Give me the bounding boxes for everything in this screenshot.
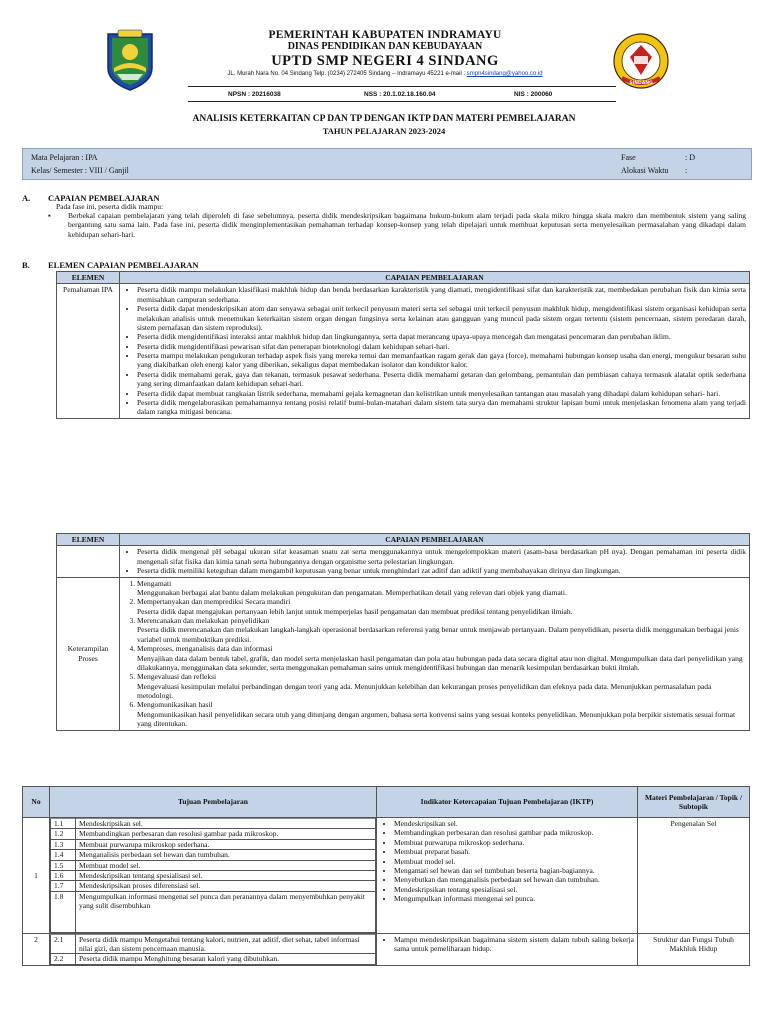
section-b-title: ELEMEN CAPAIAN PEMBELAJARAN — [48, 260, 199, 270]
class-semester-label: Kelas/ Semester : VIII / Ganjil — [31, 166, 129, 175]
column-header-iktp: Indikator Ketercapaian Tujuan Pembelajaran (IKTP) — [377, 787, 638, 818]
cp-list-2a — [123, 547, 746, 575]
list-item: • Peserta didik mampu melakukan klasifikasi makhluk hidup dan benda berdasarkan karakteristik yang diamati, mengidentifikasi sifat dan karakteristik zat, membedakan perubahan fisik dan kimia serta memisahkan campuran sederhana. — [137, 285, 746, 304]
header-rule — [188, 86, 616, 87]
cp-table-2 — [56, 533, 750, 731]
list-item — [137, 644, 746, 672]
column-header-elemen: ELEMEN — [57, 534, 120, 546]
iktp-cell — [377, 818, 638, 934]
iktp-cell — [377, 933, 638, 965]
skill-title: Memproses, menganalisis data dan informasi — [137, 644, 273, 654]
tp-number: 2.1 — [51, 934, 76, 954]
phase-label: Fase — [621, 153, 636, 162]
tp-text: Peserta didik mampu Menghitung besaran kalori yang dibutuhkan. — [76, 954, 376, 964]
list-item: • Mendeskripsikan sel. — [394, 819, 634, 828]
list-item — [137, 597, 746, 616]
tp-number: 1.6 — [51, 870, 76, 880]
government-name: PEMERINTAH KABUPATEN INDRAMAYU — [268, 29, 502, 41]
tp-text: Mendeskripsikan proses diferensiasi sel. — [76, 881, 376, 891]
nss: NSS : 20.1.02.18.160.04 — [364, 91, 436, 98]
skill-title: Mengomunikasikan hasil — [137, 700, 213, 710]
list-item — [137, 700, 746, 728]
skill-title: Mempertanyakan dan memprediksi Secara mandiri — [137, 597, 291, 607]
section-b-heading — [22, 260, 199, 271]
list-item: • Peserta didik dapat membuat rangkaian listrik sederhana, memahami gejala kemagnetan dan kelistrikan untuk menyelesaikan tantangan atau masalah yang dihadapi dalam kehidupan sehari- hari. — [137, 389, 746, 398]
list-item: • Peserta didik mengenal pH sebagai ukuran sifat keasaman suatu zat serta menggunakannya untuk mengelompokkan materi (asam-basa berdasarkan pH nya). Dengan pemahaman ini peserta didik mengenali sifat fisika dan kimia tanah serta hubungannya dengan organisme serta pelestarian lingkungan. — [137, 547, 746, 566]
process-skill-list — [123, 579, 746, 729]
list-item: • Membandingkan perbesaran dan resolusi gambar pada mikroskop. — [394, 828, 634, 837]
section-a-title: CAPAIAN PEMBELAJARAN — [48, 193, 160, 203]
elemen-cell-empty — [57, 546, 120, 577]
skill-description: Menggunakan berbagai alat bantu dalam melakukan pengukuran dan pengamatan. Memperhatikan detail yang relevan dari objek yang diamati. — [137, 587, 567, 597]
section-b-letter: B. — [22, 260, 30, 270]
tp-cell — [50, 933, 377, 965]
time-allocation-label: Alokasi Waktu — [621, 166, 669, 175]
tp-number: 1.7 — [51, 881, 76, 891]
school-logo — [612, 30, 670, 92]
column-header-materi: Materi Pembelajaran / Topik / Subtopik — [638, 787, 750, 818]
list-item: • Mengumpulkan informasi mengenai sel punca. — [394, 894, 634, 903]
tp-text: Peserta didik mampu Mengetahui tentang kalori, nutrien, zat aditif, diet sehat, tabel informasi nilai gizi, dan sistem pencernaan manusia. — [76, 934, 376, 954]
cp-list-1 — [123, 285, 746, 416]
square-bullet-icon: ▪ — [48, 211, 51, 220]
column-header-cp: CAPAIAN PEMBELAJARAN — [120, 272, 750, 284]
skill-description: Menyajikan data dalam bentuk tabel, grafik, dan model serta menjelaskan hasil pengamatan dan pola atau hubungan pada data secara digital atau non digital. Mengumpulkan data dari penyelidikan yang dilakukannya, menggunakan data sekunder, serta menggunakan pemahaman sains untuk mengidentifikasi hubungan dan menarik kesimpulan berdasarkan bukti ilmiah. — [137, 653, 743, 672]
department-name: DINAS PENDIDIKAN DAN KEBUDAYAAN — [287, 41, 483, 52]
letterhead — [0, 20, 768, 108]
column-header-elemen: ELEMEN — [57, 272, 120, 284]
materi-cell: Pengenalan Sel — [638, 818, 750, 934]
subject-info-box — [22, 148, 752, 180]
tp-text: Membuat purwarupa mikroskop sederhana. — [76, 839, 376, 849]
list-item: • Peserta didik memahami gerak, gaya dan tekanan, termasuk pesawat sederhana. Peserta didik memahami getaran dan gelombang, pemantulan dan pembiasan cahaya termasuk alatalat optik sederhana yang sering dimanfaatkan dalam kehidupan sehari-hari. — [137, 370, 746, 389]
tp-subtable — [50, 818, 376, 933]
nis: NIS : 200060 — [514, 91, 553, 98]
list-item — [137, 616, 746, 644]
row-number: 1 — [23, 818, 50, 934]
address-text: JL. Murah Nara No. 04 Sindang Telp. (0234) 272405 Sindang – Indramayu 45221 e-mail : — [227, 71, 467, 77]
tp-number: 1.8 — [51, 891, 76, 932]
table-row — [23, 933, 750, 965]
tp-number: 1.5 — [51, 860, 76, 870]
npsn: NPSN : 20216038 — [228, 91, 281, 98]
header-rule-bottom — [188, 101, 616, 102]
tp-text: Membandingkan perbesaran dan resolusi gambar pada mikroskop. — [76, 829, 376, 839]
list-item: • Peserta didik mengelaborasikan pemahamannya tentang posisi relatif bumi-bulan-matahari dalam sistem tata surya dan memahami struktur lapisan bumi untuk menjelaskan fenomena alam yang terjadi dalam rangka mitigasi bencana. — [137, 398, 746, 417]
list-item: • Mengamati sel hewan dan sel tumbuhan beserta bagian-bagiannya. — [394, 866, 634, 875]
list-item: • Peserta didik memiliki keteguhan dalam mengambil keputusan yang benar untuk menghindari zat aditif dan adiktif yang membahayakan dirinya dan lingkungan. — [137, 566, 746, 575]
time-allocation-value: : — [685, 166, 688, 175]
school-name: UPTD SMP NEGERI 4 SINDANG — [271, 53, 499, 69]
skill-description: Mengevaluasi kesimpulan melalui perbandingan dengan teori yang ada. Menunjukkan kelebihan dan kekurangan proses penyelidikan dan efeknya pada data. Menunjukkan permasalahan pada metodologi. — [137, 681, 712, 700]
skill-description: Mengomunikasikan hasil penyelidikan secara utuh yang ditunjang dengan argumen, bahasa serta konvensi sains yang sesuai konteks penyelidikan. Menunjukkan pola berpikir sistematis sesuai format yang ditentukan. — [137, 709, 736, 729]
materi-cell: Struktur dan Fungsi Tubuh Makhluk Hidup — [638, 933, 750, 965]
tp-text: Mendeskripsikan tentang spesialisasi sel. — [76, 870, 376, 880]
list-item: • Peserta didik mengidentifikasi interaksi antar makhluk hidup dan lingkungannya, serta dapat merancang upaya-upaya mencegah dan mengatasi pencemaran dan perubahan iklim. — [137, 332, 746, 341]
list-item: • Mampu mendeskripsikan bagaimana sistem sistem dalam tubuh saling bekerja sama untuk pemeliharaan hidup. — [394, 935, 634, 954]
list-item: • Menyebutkan dan menganalisis perbedaan sel hewan dan tumbuhan. — [394, 875, 634, 884]
tp-iktp-table — [22, 786, 750, 966]
tp-cell — [50, 818, 377, 934]
list-item: • Peserta didik mengidentifikasi pewarisan sifat dan penerapan bioteknologi dalam kehidupan sehari-hari. — [137, 342, 746, 351]
row-number: 2 — [23, 933, 50, 965]
iktp-list — [380, 819, 634, 903]
section-a-heading — [22, 193, 160, 204]
column-header-cp: CAPAIAN PEMBELAJARAN — [120, 534, 750, 546]
tp-number: 1.4 — [51, 850, 76, 860]
school-logo-text: SINDANG — [629, 81, 653, 86]
cp-cell — [120, 577, 750, 730]
list-item: • Membuat preparat basah. — [394, 847, 634, 856]
section-a-bullet — [48, 211, 746, 239]
iktp-list — [380, 935, 634, 954]
column-header-no: No — [23, 787, 50, 818]
table-row — [23, 818, 750, 934]
document-title: ANALISIS KETERKAITAN CP DAN TP DENGAN IKTP DAN MATERI PEMBELAJARAN — [192, 114, 576, 124]
skill-title: Merencanakan dan melakukan penyelidikan — [137, 616, 270, 625]
tp-number: 1.1 — [51, 819, 76, 829]
elemen-cell: Pemahaman IPA — [57, 284, 120, 418]
section-a-letter: A. — [22, 193, 31, 203]
tp-number: 2.2 — [51, 954, 76, 964]
tp-number: 1.3 — [51, 839, 76, 849]
skill-title: Mengamati — [137, 578, 172, 588]
list-item: • Membuat purwarupa mikroskop sederhana. — [394, 838, 634, 847]
elemen-cell: Keterampilan Proses — [57, 577, 120, 730]
list-item: • Peserta didik dapat mendeskripsikan atom dan senyawa sebagai unit terkecil penyusun materi serta sel sebagai unit terkecil penyusun makhluk hidup, mengidentifikasi sistem organisasi kehidupan serta melakukan analisis untuk menemukan keterkaitan sistem organ dengan fungsinya serta kelainan atau gangguan yang muncul pada sistem organ tertentu (sistem pencernaan, sistem peredaran darah, sistem pernafasan dan sistem reproduksi). — [137, 304, 746, 332]
phase-value: : D — [685, 153, 695, 162]
cp-cell — [120, 284, 750, 418]
section-a-bullet-text: Berbekal capaian pembelajaran yang telah diperoleh di fase sebelumnya, peserta didik mendeskripsikan bagaimana hukum-hukum alam terjadi pada skala mikro hingga skala makro dan membentuk sistem yang saling bergantung satu sama lain. Pada fase ini, peserta didik menginplementasikan pemahaman terhadap konsep-konsep yang telah dipelajari untuk membuat keputusan serta menyelesaikan permasalahan yang dikadapi dalam kehidupan sehari-hari. — [68, 211, 746, 239]
column-header-tp: Tujuan Pembelajaran — [50, 787, 377, 818]
school-address — [170, 71, 600, 79]
section-a-intro: Pada fase ini, peserta didik mampu: — [56, 202, 164, 211]
list-item — [137, 579, 746, 598]
tp-number: 1.2 — [51, 829, 76, 839]
email-link[interactable]: smpn4sindang@yahoo.co.id — [466, 71, 543, 77]
kabupaten-indramayu-logo — [104, 28, 156, 92]
skill-description: Peserta didik dapat mengajukan pertanyaan lebih lanjut untuk memperjelas hasil pengamatan dan membuat prediksi tentang penyelidikan ilmiah. — [137, 606, 573, 616]
list-item: • Mendeskripsikan tentang spesialisasi sel. — [394, 885, 634, 894]
list-item: • Peserta mampu melakukan pengukuran terhadap aspek fisis yang mereka temui dan memanfaatkan ragam gerak dan gaya (force), memahami hubungan konsep usaha dan energi, mengukur besaran suhu yang diakibatkan oleh energi kalor yang diberikan, sekaligus dapat membedakan isolator dan konduktor kalor. — [137, 351, 746, 370]
subject-label: Mata Pelajaran : IPA — [31, 153, 98, 162]
tp-text: Mengumpulkan informasi mengenai sel punca dan peranannya dalam menyembuhkan penyakit yang sulit disembuhkan — [76, 891, 376, 932]
tp-text: Menganalisis perbedaan sel hewan dan tumbuhan. — [76, 850, 376, 860]
tp-text: Mendeskripsikan sel. — [76, 819, 376, 829]
list-item: • Membuat model sel. — [394, 857, 634, 866]
document-year: TAHUN PELAJARAN 2023-2024 — [322, 126, 446, 136]
cp-table-1 — [56, 271, 750, 419]
tp-text: Membuat model sel. — [76, 860, 376, 870]
tp-subtable — [50, 934, 376, 965]
skill-title: Mengevaluasi dan refleksi — [137, 672, 217, 682]
skill-description: Peserta didik merencanakan dan melakukan langkah-langkah operasional berdasarkan referensi yang benar untuk menjawab pertanyaan. Dalam penyelidikan, peserta didik menggunakan berbagai jenis variabel untuk membuktikan prediksi. — [137, 625, 739, 644]
cp-cell — [120, 546, 750, 577]
list-item — [137, 672, 746, 700]
